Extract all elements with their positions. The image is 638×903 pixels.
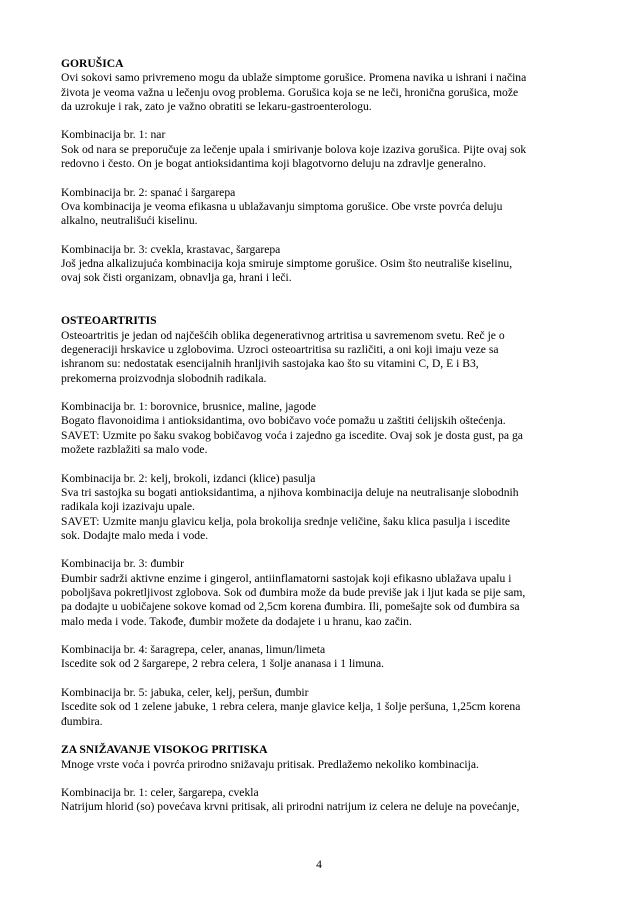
text-line: đumbira. bbox=[61, 714, 103, 728]
section-gorusica bbox=[61, 57, 583, 286]
text-line: Iscedite sok od 1 zelene jabuke, 1 rebra celera, manje glavice kelja, 1 šolje peršuna, 1,25cm korena bbox=[61, 700, 521, 714]
text-line: malo meda i vode. Takođe, đumbir možete da dodajete i u hranu, kao začin. bbox=[61, 614, 412, 628]
combination-block bbox=[61, 186, 583, 229]
combination-heading: Kombinacija br. 3: đumbir bbox=[61, 557, 185, 571]
text-line: Sva tri sastojka su bogati antioksidantima, a njihova kombinacija deluje na neutralisanje slobodnih bbox=[61, 485, 519, 499]
section-pritisak bbox=[61, 743, 583, 814]
section-title: GORUŠICA bbox=[61, 57, 124, 70]
combination-block bbox=[61, 472, 583, 543]
text-line: redovno i često. On je bogat antioksidantima koji blagotvorno deluju na zdravlje generalno. bbox=[61, 157, 486, 171]
combination-heading: Kombinacija br. 2: kelj, brokoli, izdanci (klice) pasulja bbox=[61, 471, 316, 485]
section-title: OSTEOARTRITIS bbox=[61, 314, 157, 328]
text-line: Iscedite sok od 2 šargarepe, 2 rebra celera, 1 šolje ananasa i 1 limuna. bbox=[61, 657, 384, 671]
text-line: Ova kombinacija je veoma efikasna u ublažavanju simptoma gorušice. Obe vrste povrća deluju bbox=[61, 199, 503, 213]
section-intro bbox=[61, 71, 583, 114]
text-line: Osteoartritis je jedan od najčešćih oblika degenerativnog artritisa u savremenom svetu. Reč je o bbox=[61, 328, 505, 342]
page-number: 4 bbox=[316, 858, 322, 871]
text-line: Ovi sokovi samo privremeno mogu da ublaže simptome gorušice. Promena navika u ishrani i načina bbox=[61, 71, 527, 85]
text-line: ovaj sok čisti organizam, obnavlja ga, hrani i leči. bbox=[61, 271, 292, 285]
text-line: SAVET: Uzmite po šaku svakog bobičavog voća i zajedno ga iscedite. Ovaj sok je dosta gust, pa ga bbox=[61, 428, 523, 442]
text-line: Sok od nara se preporučuje za lečenje upala i smirivanje bolova koje izaziva gorušica. Pijte ovaj sok bbox=[61, 142, 527, 156]
text-line: Bogato flavonoidima i antioksidantima, ovo bobičavo voće pomažu u zaštiti ćelijskih oštećenja. bbox=[61, 414, 506, 428]
page-content bbox=[61, 57, 583, 815]
combination-block bbox=[61, 128, 583, 171]
text-line: pa dodajte u uobičajene sokove komad od 2,5cm korena đumbira. Ili, pomešajte sok od đumbira sa bbox=[61, 600, 520, 614]
combination-block bbox=[61, 243, 583, 286]
combination-heading: Kombinacija br. 4: šaragrepa, celer, ananas, limun/limeta bbox=[61, 643, 326, 657]
combination-block bbox=[61, 686, 583, 729]
text-line: možete razblažiti sa malo vode. bbox=[61, 443, 208, 457]
text-line: života je veoma važna u lečenju ovog problema. Gorušica koja se ne leči, hronična gorušica, može bbox=[61, 85, 519, 99]
text-line: alkalno, neutrališući kiselinu. bbox=[61, 214, 198, 228]
text-line: Natrijum hlorid (so) povećava krvni pritisak, ali prirodni natrijum iz celera ne deluje na povećanje, bbox=[61, 800, 520, 814]
section-intro bbox=[61, 758, 583, 772]
combination-block bbox=[61, 557, 583, 628]
section-intro bbox=[61, 329, 583, 386]
text-line: Mnoge vrste voća i povrća prirodno snižavaju pritisak. Predlažemo nekoliko kombinacija. bbox=[61, 757, 479, 771]
combination-heading: Kombinacija br. 5: jabuka, celer, kelj, peršun, đumbir bbox=[61, 686, 309, 700]
text-line: Đumbir sadrži aktivne enzime i gingerol, antiinflamatorni sastojak koji efikasno ublažava upalu i bbox=[61, 571, 512, 585]
combination-heading: Kombinacija br. 1: nar bbox=[61, 128, 166, 142]
combination-heading: Kombinacija br. 2: spanać i šargarepa bbox=[61, 185, 236, 199]
text-line: poboljšava pokretljivost zglobova. Sok od đumbira može da bude previše jak i ljut kada se pije sam, bbox=[61, 585, 526, 599]
text-line: prekomerna proizvodnja slobodnih radikala. bbox=[61, 371, 267, 385]
combination-block bbox=[61, 786, 583, 815]
combination-heading: Kombinacija br. 1: celer, šargarepa, cvekla bbox=[61, 786, 259, 800]
text-line: SAVET: Uzmite manju glavicu kelja, pola brokolija srednje veličine, šaku klica pasulja i iscedite bbox=[61, 514, 510, 528]
text-line: degeneraciji hrskavice u zglobovima. Uzroci osteoartritisa su različiti, a oni koji imaju veze sa bbox=[61, 342, 499, 356]
text-line: sok. Dodajte malo meda i vode. bbox=[61, 528, 209, 542]
section-title: ZA SNIŽAVANJE VISOKOG PRITISKA bbox=[61, 743, 268, 757]
combination-block bbox=[61, 643, 583, 672]
text-line: ishranom su: nedostatak esencijalnih hranljivih sastojaka kao što su vitamini C, D, E i B3, bbox=[61, 357, 479, 371]
combination-heading: Kombinacija br. 1: borovnice, brusnice, maline, jagode bbox=[61, 400, 316, 414]
text-line: da uzrokuje i rak, zato je važno obratiti se lekaru-gastroenterologu. bbox=[61, 99, 372, 113]
section-osteoartritis bbox=[61, 314, 583, 729]
combination-block bbox=[61, 400, 583, 457]
text-line: radikala koji izazivaju upale. bbox=[61, 500, 195, 514]
combination-heading: Kombinacija br. 3: cvekla, krastavac, šargarepa bbox=[61, 242, 281, 256]
text-line: Još jedna alkalizujuća kombinacija koja smiruje simptome gorušice. Osim što neutrališe kiselinu, bbox=[61, 257, 513, 271]
